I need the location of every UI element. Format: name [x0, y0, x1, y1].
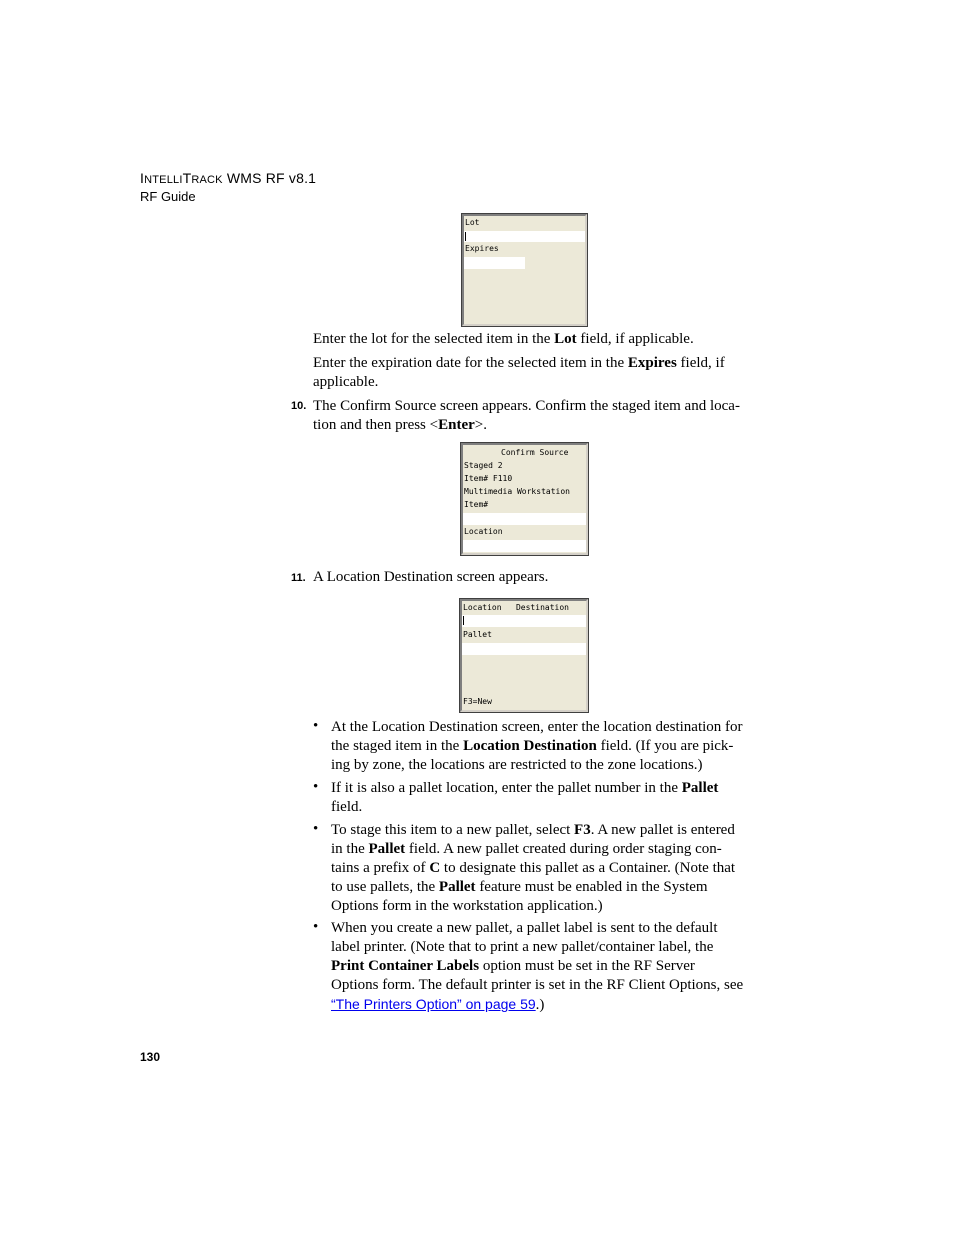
bullet-location-destination: At the Location Destination screen, enter the location destination for the staged item in the Location Destination field. (If you are pick- ing by zone, the locations are restricted to the zone locations.)	[331, 719, 743, 773]
bullet-pallet-label: When you create a new pallet, a pallet label is sent to the default label printer. (Note that to print a new pallet/container label, the Print Container Labels option must be set in the RF Server Options form. The default printer is set in the RF Client Options, see “The Printers Option” on page 59.)	[331, 920, 744, 1013]
confirm-source-title: Confirm Source	[501, 448, 569, 457]
bullet-pallet-location: If it is also a pallet location, enter the pallet number in the Pallet field.	[331, 780, 719, 815]
step-10-number: 10.	[291, 400, 307, 412]
item-value: Item# F110	[464, 474, 513, 483]
bullet-marker: •	[313, 779, 319, 795]
lot-field[interactable]	[464, 231, 585, 242]
bullet-marker: •	[313, 821, 319, 837]
lot-label: Lot	[465, 218, 480, 227]
text-caret	[463, 616, 464, 625]
pallet-field[interactable]	[462, 643, 586, 655]
rf-screen-confirm-source	[461, 443, 588, 555]
item-description: Multimedia Workstation	[464, 487, 570, 496]
location-field[interactable]	[463, 540, 586, 552]
para-lot: Enter the lot for the selected item in the Lot field, if applicable.	[313, 331, 694, 347]
staged-value: Staged 2	[464, 461, 503, 470]
text-caret	[465, 232, 466, 241]
step-10-text: The Confirm Source screen appears. Confirm the staged item and loca- tion and then press <Enter>.	[313, 398, 740, 433]
header-subtitle: RF Guide	[140, 189, 196, 205]
item-label: Item#	[464, 500, 489, 509]
f3-new-hint: F3=New	[463, 697, 492, 706]
printers-option-link[interactable]: “The Printers Option” on page 59	[331, 996, 536, 1012]
para-expires: Enter the expiration date for the selected item in the Expires field, if applicable.	[313, 355, 725, 390]
step-11-text: A Location Destination screen appears.	[313, 569, 549, 585]
running-header	[140, 170, 316, 205]
bullet-marker: •	[313, 919, 319, 935]
page-number: 130	[140, 1050, 161, 1064]
pallet-label: Pallet	[463, 630, 492, 639]
expires-label: Expires	[465, 244, 499, 253]
location-label: Location	[464, 527, 503, 536]
header-title: INTELLITRACK WMS RF v8.1	[140, 170, 317, 186]
rf-screen-lot-expires	[462, 214, 587, 326]
location-destination-field[interactable]	[462, 615, 586, 627]
rf-screen-location-destination	[460, 599, 588, 712]
location-destination-title: Location Destination	[463, 603, 569, 612]
step-11-number: 11.	[291, 572, 306, 584]
bullet-new-pallet: To stage this item to a new pallet, select F3. A new pallet is entered in the Pallet field. A new pallet created during order staging con- tains a prefix of C to designate this pallet as a Container. (Note that to use pallets, the Pallet feature must be enabled in the System Options form in the workstation application.)	[331, 822, 736, 914]
item-field[interactable]	[463, 513, 586, 525]
bullet-marker: •	[313, 718, 319, 734]
expires-field[interactable]	[464, 257, 525, 269]
